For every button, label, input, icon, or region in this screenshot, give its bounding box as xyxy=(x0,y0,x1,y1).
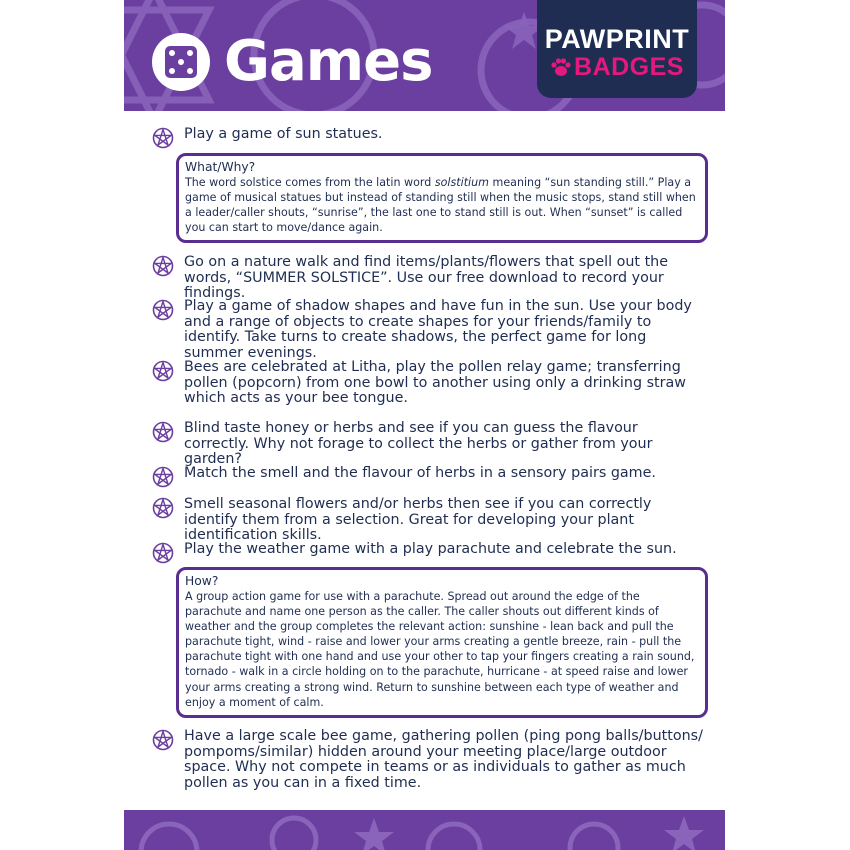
how-box xyxy=(176,567,708,718)
box-heading: What/Why? xyxy=(185,160,256,174)
item-text: Bees are celebrated at Litha, play the pollen relay game; transferring pollen (popcorn) from one bowl to another using only a drinking straw which acts as your bee tongue. xyxy=(184,359,686,406)
pentacle-icon xyxy=(152,299,174,321)
item-text: Play a game of shadow shapes and have fun in the sun. Use your body and a range of objects to create shapes for your friends/family to identify. Take turns to create shadows, the perfect game for long summer evenings. xyxy=(184,298,692,361)
box-text: A group action game for use with a parachute. Spread out around the edge of the parachute and name one person as the caller. The caller shouts out different kinds of weather and the group completes the relevant action: sunshine - lean back and pull the parachute tight, wind - raise and lower your arms creating a gentle breeze, rain - pull the parachute tight with one hand and use your other to tap your fingers creating a rain sound, tornado - walk in a circle holding on to the parachute, hurricane - at speed raise and lower your arms creating a strong wind. Return to sunshine between each type of weather and enjoy a moment of calm. xyxy=(185,590,695,709)
brand-name-line1: PAWPRINT xyxy=(544,24,690,54)
item-text: Blind taste honey or herbs and see if you can guess the flavour correctly. Why not forage to collect the herbs or gather from your garden? xyxy=(184,420,653,467)
pentacle-icon xyxy=(152,542,174,564)
pentacle-icon xyxy=(152,421,174,443)
pentacle-icon xyxy=(152,255,174,277)
item-text: Play a game of sun statues. xyxy=(184,126,383,142)
brand-badges-text: BADGES xyxy=(574,53,684,81)
pawprint-badges-logo xyxy=(537,0,697,98)
pentacle-icon xyxy=(152,497,174,519)
header-banner xyxy=(124,0,725,111)
games-page xyxy=(124,0,725,850)
footer-banner xyxy=(124,810,725,850)
dice-icon xyxy=(152,33,210,91)
item-text: Smell seasonal flowers and/or herbs then see if you can correctly identify them from a selection. Great for developing your plant identification skills. xyxy=(184,496,652,543)
item-text: Have a large scale bee game, gathering pollen (ping pong balls/buttons/ pompoms/similar) hidden around your meeting place/large outdoor space. Why not compete in teams or as individuals to gather as much pollen as you can in a fixed time. xyxy=(184,728,703,791)
pentacle-icon xyxy=(152,127,174,149)
item-text: Go on a nature walk and find items/plants/flowers that spell out the words, “SUMMER SOLSTICE”. Use our free download to record your findings. xyxy=(184,254,669,301)
pentacle-icon xyxy=(152,360,174,382)
pentacle-icon xyxy=(152,729,174,751)
item-text: Play the weather game with a play parachute and celebrate the sun. xyxy=(184,541,677,557)
page-title: Games xyxy=(224,29,433,94)
box-heading: How? xyxy=(185,574,219,588)
box-text: The word solstice comes from the latin word solstitium meaning “sun standing still.” Play a game of musical statues but instead of standing still when the music stops, stand still when a leader/caller shouts, “sunrise”, the last one to stand still is out. When “sunset” is called you can start to move/dance again. xyxy=(185,176,696,235)
paw-icon xyxy=(550,57,572,77)
pentacle-icon xyxy=(152,466,174,488)
what-why-box xyxy=(176,153,708,243)
brand-name-line2 xyxy=(537,53,697,82)
footer-decoration xyxy=(124,810,725,850)
item-text: Match the smell and the flavour of herbs in a sensory pairs game. xyxy=(184,465,656,481)
